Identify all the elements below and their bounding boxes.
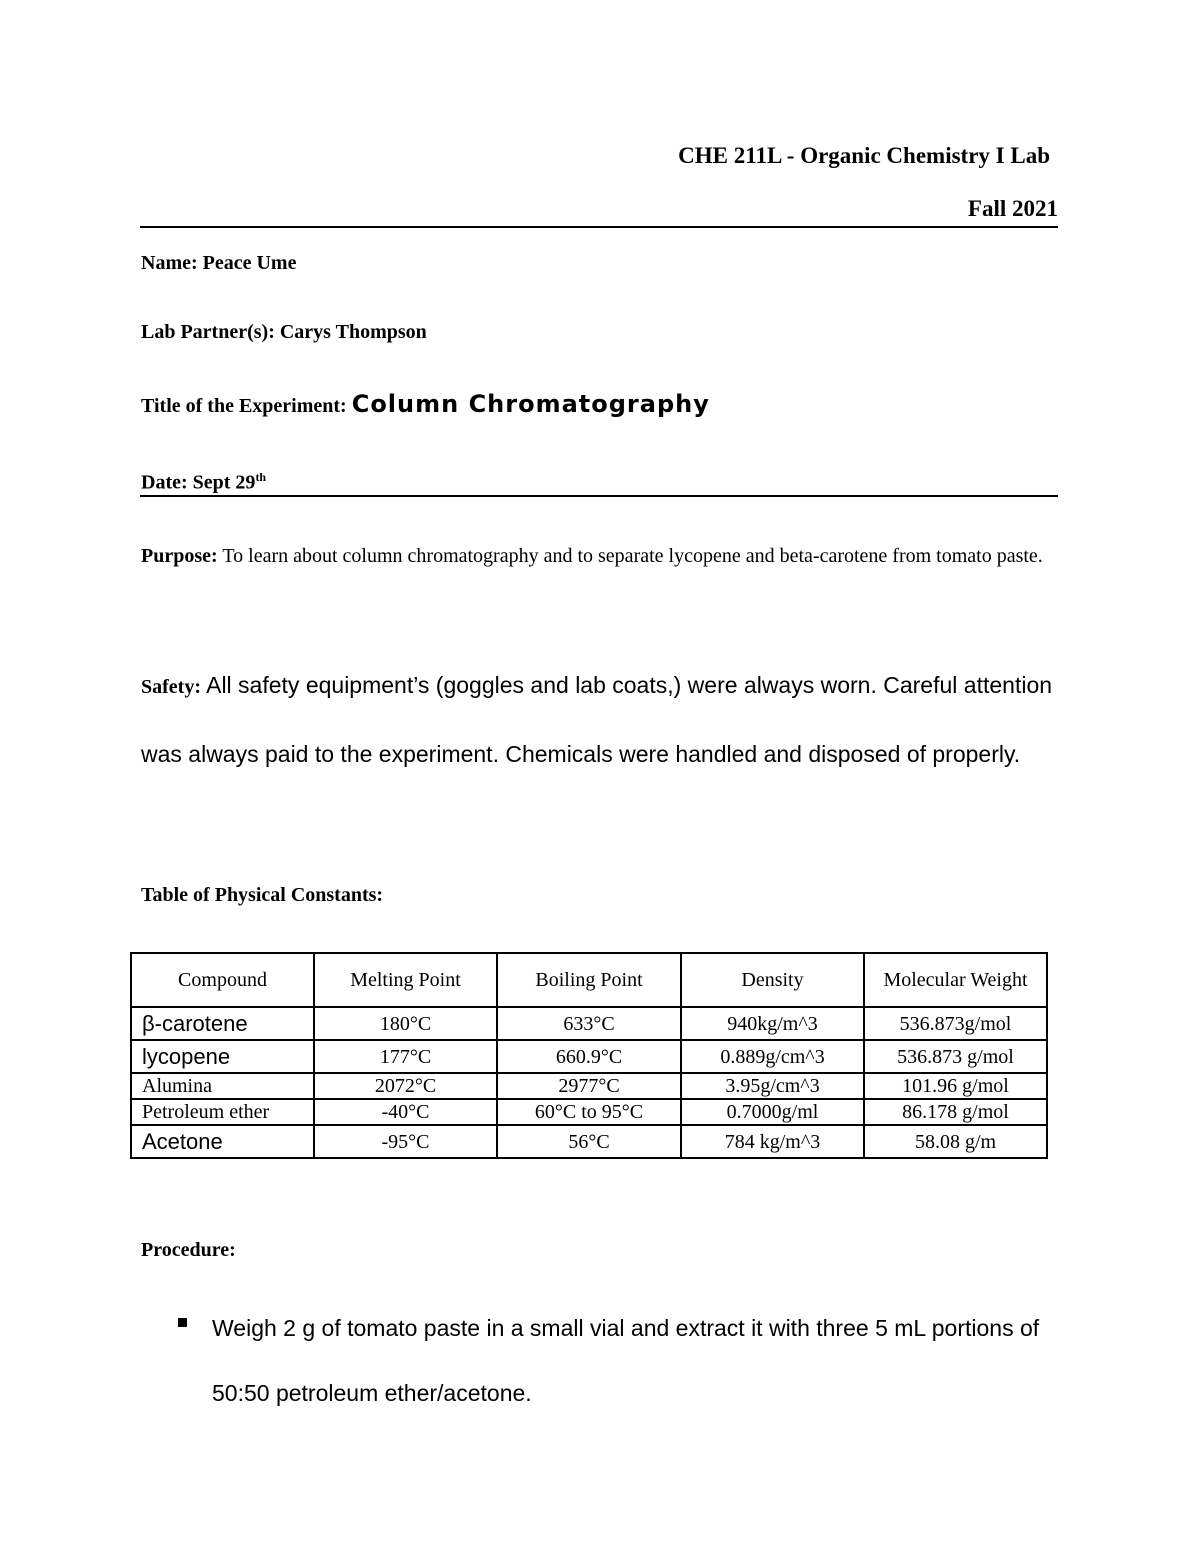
molecular-weight-cell: 536.873g/mol	[864, 1007, 1047, 1040]
density-cell: 0.889g/cm^3	[681, 1040, 864, 1073]
density-cell: 0.7000g/ml	[681, 1099, 864, 1125]
boiling-point-cell: 660.9°C	[497, 1040, 681, 1073]
header-divider	[140, 226, 1058, 228]
compound-cell: Acetone	[131, 1125, 314, 1158]
date-field	[141, 470, 266, 495]
course-title: CHE 211L - Organic Chemistry I Lab	[678, 143, 1050, 168]
procedure-step: Weigh 2 g of tomato paste in a small vial and extract it with three 5 mL portions of 50:50 petroleum ether/acetone.	[212, 1315, 1040, 1406]
boiling-point-cell: 2977°C	[497, 1073, 681, 1099]
table-row	[131, 1007, 1047, 1040]
compound-cell: Alumina	[131, 1073, 314, 1099]
experiment-title-field	[141, 390, 710, 418]
purpose-paragraph	[141, 530, 1061, 583]
melting-point-cell: 180°C	[314, 1007, 497, 1040]
date-suffix: th	[255, 470, 267, 484]
table-row	[131, 1073, 1047, 1099]
melting-point-cell: 2072°C	[314, 1073, 497, 1099]
table-header-row	[131, 953, 1047, 1007]
melting-point-cell: -95°C	[314, 1125, 497, 1158]
column-header: Compound	[131, 953, 314, 1007]
procedure-title: Procedure:	[141, 1239, 236, 1261]
molecular-weight-cell: 536.873 g/mol	[864, 1040, 1047, 1073]
partner-value: Carys Thompson	[279, 321, 427, 343]
term-label: Fall 2021	[967, 196, 1058, 221]
column-header: Melting Point	[314, 953, 497, 1007]
molecular-weight-cell: 86.178 g/mol	[864, 1099, 1047, 1125]
table-title: Table of Physical Constants:	[141, 884, 384, 906]
column-header: Density	[681, 953, 864, 1007]
experiment-title-label: Title of the Experiment:	[141, 395, 347, 417]
name-label: Name:	[141, 252, 198, 274]
column-header: Molecular Weight	[864, 953, 1047, 1007]
safety-label: Safety:	[141, 676, 201, 698]
date-label: Date:	[141, 471, 188, 494]
physical-constants-table	[130, 952, 1048, 1159]
bullet-square-icon	[178, 1318, 187, 1327]
melting-point-cell: 177°C	[314, 1040, 497, 1073]
compound-cell: β-carotene	[131, 1007, 314, 1040]
safety-paragraph	[141, 652, 1061, 788]
density-cell: 3.95g/cm^3	[681, 1073, 864, 1099]
date-value: Sept 29	[192, 471, 256, 494]
boiling-point-cell: 60°C to 95°C	[497, 1099, 681, 1125]
column-header: Boiling Point	[497, 953, 681, 1007]
density-cell: 940kg/m^3	[681, 1007, 864, 1040]
table-row	[131, 1040, 1047, 1073]
partner-label: Lab Partner(s):	[141, 321, 275, 343]
partner-field	[141, 321, 427, 344]
melting-point-cell: -40°C	[314, 1099, 497, 1125]
table-row	[131, 1099, 1047, 1125]
experiment-title-value: Column Chromatography	[351, 390, 710, 418]
purpose-label: Purpose:	[141, 545, 218, 567]
safety-text: All safety equipment’s (goggles and lab coats,) were always worn. Careful attention was always paid to the experiment. Chemicals were handled and disposed of properly.	[141, 672, 1053, 767]
molecular-weight-cell: 58.08 g/m	[864, 1125, 1047, 1158]
compound-cell: Petroleum ether	[131, 1099, 314, 1125]
purpose-text: To learn about column chromatography and to separate lycopene and beta-carotene from tomato paste.	[222, 545, 1043, 567]
boiling-point-cell: 56°C	[497, 1125, 681, 1158]
date-divider	[140, 495, 1058, 497]
name-value: Peace Ume	[202, 252, 297, 274]
table-row	[131, 1125, 1047, 1158]
density-cell: 784 kg/m^3	[681, 1125, 864, 1158]
name-field	[141, 252, 296, 275]
boiling-point-cell: 633°C	[497, 1007, 681, 1040]
compound-cell: lycopene	[131, 1040, 314, 1073]
molecular-weight-cell: 101.96 g/mol	[864, 1073, 1047, 1099]
